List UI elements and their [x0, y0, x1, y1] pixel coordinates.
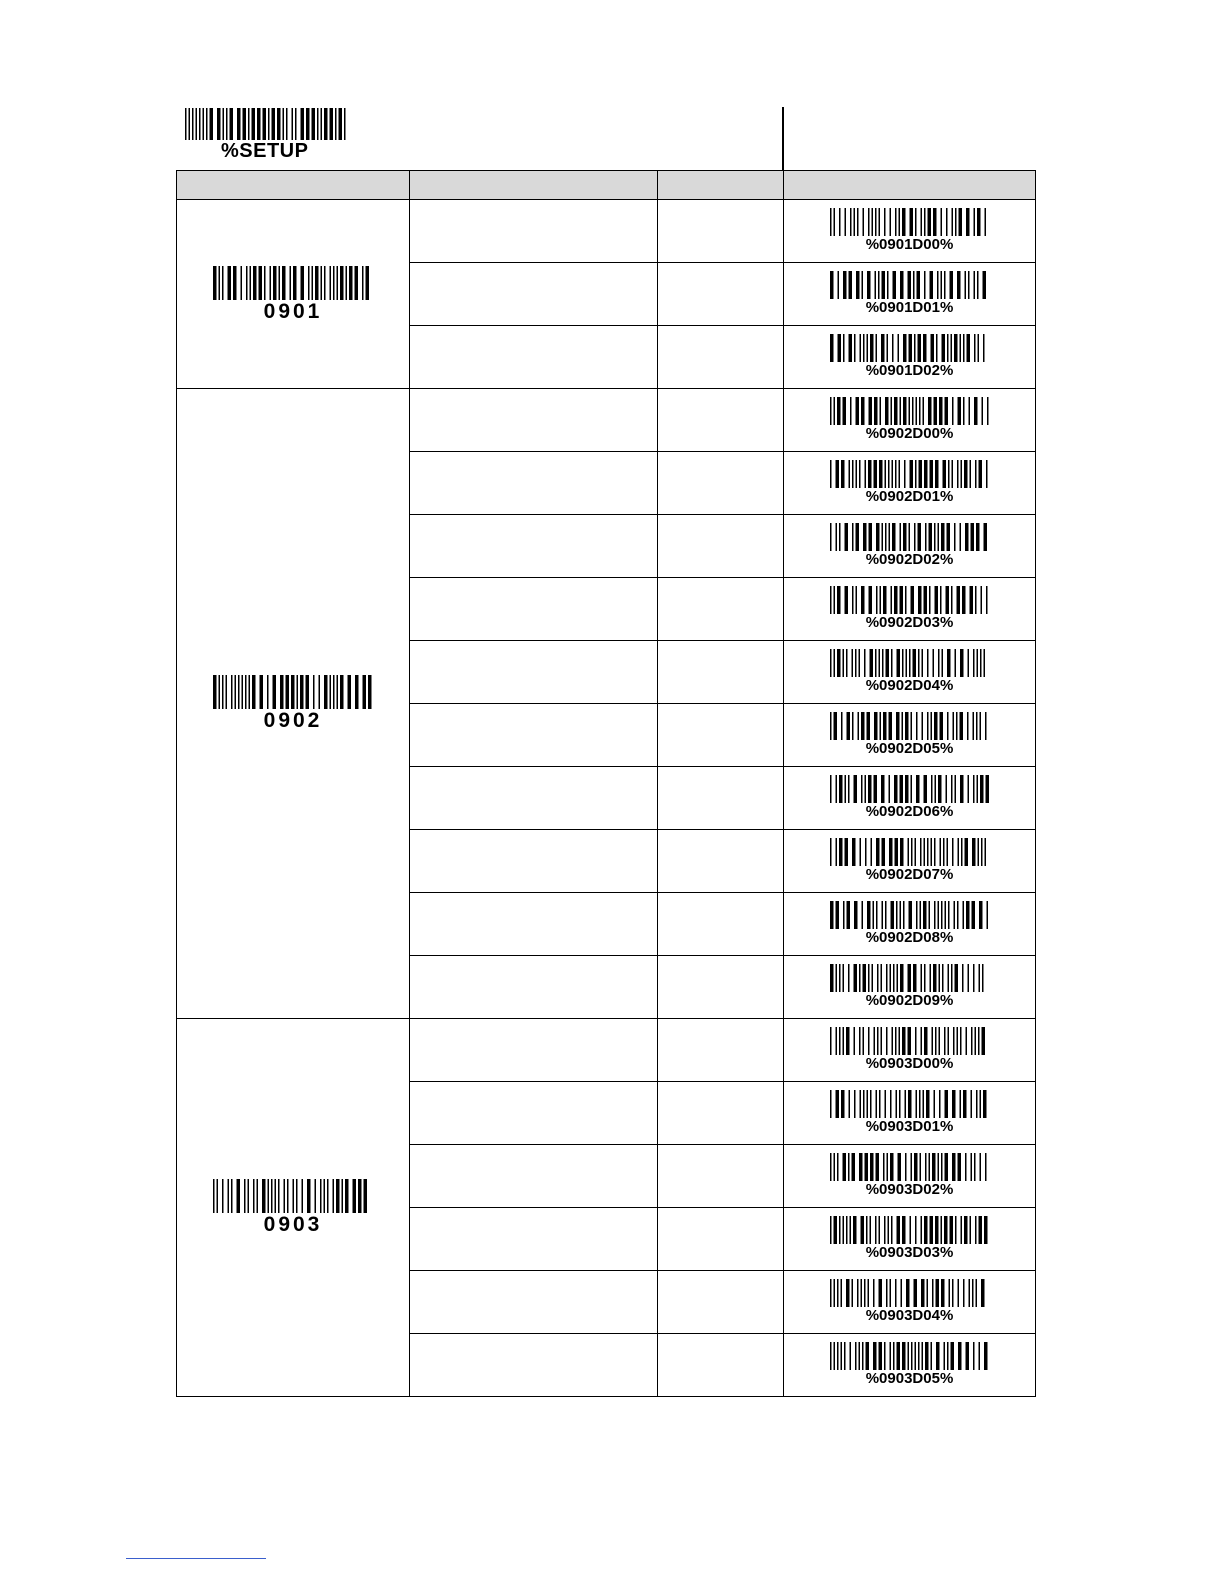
value-cell: [658, 200, 784, 263]
table-header-row: [177, 171, 1036, 200]
barcode-cell: [784, 1208, 1036, 1271]
barcode-icon: [830, 1279, 990, 1307]
option-barcode[interactable]: [830, 775, 990, 819]
table-row: [177, 200, 1036, 263]
setup-barcode: [185, 108, 355, 164]
option-barcode[interactable]: [830, 586, 990, 630]
barcode-label: %0903D03%: [865, 1244, 954, 1261]
value-cell: [658, 1019, 784, 1082]
group-barcode[interactable]: [213, 1179, 373, 1235]
barcode-label: %0902D04%: [865, 677, 954, 694]
barcode-label: %0902D03%: [865, 614, 954, 631]
description-cell: [410, 515, 658, 578]
group-barcode[interactable]: [213, 266, 373, 322]
description-cell: [410, 1334, 658, 1397]
barcode-cell: [784, 641, 1036, 704]
barcode-icon: [830, 712, 990, 740]
table-header: [177, 171, 410, 200]
barcode-label: %0902D00%: [865, 425, 954, 442]
barcode-label: %0902D09%: [865, 992, 954, 1009]
barcode-label: %0903D01%: [865, 1118, 954, 1135]
table-body: [177, 200, 1036, 1397]
group-code-cell: [177, 1019, 410, 1397]
barcode-cell: [784, 830, 1036, 893]
option-barcode[interactable]: [830, 901, 990, 945]
group-code-label: 0903: [263, 1213, 323, 1236]
value-cell: [658, 389, 784, 452]
barcode-icon: [830, 586, 990, 614]
barcode-icon: [830, 460, 990, 488]
option-barcode[interactable]: [830, 523, 990, 567]
barcode-cell: [784, 893, 1036, 956]
barcode-cell: [784, 1082, 1036, 1145]
value-cell: [658, 893, 784, 956]
option-barcode[interactable]: [830, 208, 990, 252]
group-code-label: 0902: [263, 709, 323, 732]
barcode-cell: [784, 389, 1036, 452]
barcode-label: %0903D05%: [865, 1370, 954, 1387]
value-cell: [658, 578, 784, 641]
value-cell: [658, 326, 784, 389]
barcode-icon: [830, 1216, 990, 1244]
barcode-label: %0902D05%: [865, 740, 954, 757]
barcode-cell: [784, 956, 1036, 1019]
setup-label: %SETUP: [221, 140, 309, 162]
barcode-icon: [830, 775, 990, 803]
barcode-icon: [830, 1090, 990, 1118]
barcode-cell: [784, 1334, 1036, 1397]
barcode-label: %0902D01%: [865, 488, 954, 505]
barcode-icon: [830, 334, 990, 362]
description-cell: [410, 1145, 658, 1208]
barcode-icon: [830, 1027, 990, 1055]
value-cell: [658, 1145, 784, 1208]
barcode-label: %0901D00%: [865, 236, 954, 253]
barcode-label: %0902D07%: [865, 866, 954, 883]
description-cell: [410, 893, 658, 956]
group-code-cell: [177, 200, 410, 389]
value-cell: [658, 1271, 784, 1334]
description-cell: [410, 641, 658, 704]
option-barcode[interactable]: [830, 1153, 990, 1197]
value-cell: [658, 1208, 784, 1271]
value-cell: [658, 704, 784, 767]
option-barcode[interactable]: [830, 1342, 990, 1386]
description-cell: [410, 263, 658, 326]
option-barcode[interactable]: [830, 271, 990, 315]
barcode-cell: [784, 704, 1036, 767]
description-cell: [410, 1208, 658, 1271]
barcode-icon: [830, 649, 990, 677]
table-header: [784, 171, 1036, 200]
value-cell: [658, 767, 784, 830]
description-cell: [410, 389, 658, 452]
option-barcode[interactable]: [830, 1216, 990, 1260]
barcode-table: [176, 170, 1035, 1397]
description-cell: [410, 1019, 658, 1082]
barcode-cell: [784, 326, 1036, 389]
group-code-cell: [177, 389, 410, 1019]
value-cell: [658, 263, 784, 326]
table-row: [177, 389, 1036, 452]
value-cell: [658, 1334, 784, 1397]
option-barcode[interactable]: [830, 397, 990, 441]
description-cell: [410, 704, 658, 767]
barcode-label: %0902D02%: [865, 551, 954, 568]
barcode-icon: [830, 964, 990, 992]
description-cell: [410, 767, 658, 830]
barcode-icon: [830, 1342, 990, 1370]
description-cell: [410, 452, 658, 515]
barcode-label: %0903D04%: [865, 1307, 954, 1324]
value-cell: [658, 452, 784, 515]
barcode-cell: [784, 263, 1036, 326]
option-barcode[interactable]: [830, 334, 990, 378]
barcode-icon: [213, 1179, 373, 1213]
barcode-label: %0901D01%: [865, 299, 954, 316]
option-barcode[interactable]: [830, 964, 990, 1008]
group-barcode[interactable]: [213, 675, 373, 731]
barcode-cell: [784, 452, 1036, 515]
barcode-icon: [830, 901, 990, 929]
barcode-cell: [784, 1271, 1036, 1334]
barcode-icon: [830, 271, 990, 299]
footer-link-underline: [126, 1558, 266, 1559]
option-barcode[interactable]: [830, 838, 990, 882]
value-cell: [658, 830, 784, 893]
option-barcode[interactable]: [830, 712, 990, 756]
group-code-label: 0901: [263, 299, 323, 323]
barcode-icon: [213, 266, 373, 300]
barcode-label: %0903D00%: [865, 1055, 954, 1072]
description-cell: [410, 200, 658, 263]
option-barcode[interactable]: [830, 1090, 990, 1134]
barcode-label: %0901D02%: [865, 362, 954, 379]
description-cell: [410, 326, 658, 389]
value-cell: [658, 956, 784, 1019]
barcode-icon: [830, 523, 990, 551]
option-barcode[interactable]: [830, 649, 990, 693]
barcode-cell: [784, 515, 1036, 578]
barcode-label: %0902D06%: [865, 803, 954, 820]
description-cell: [410, 1082, 658, 1145]
barcode-cell: [784, 578, 1036, 641]
barcode-icon: [830, 397, 990, 425]
value-cell: [658, 515, 784, 578]
barcode-label: %0903D02%: [865, 1181, 954, 1198]
table-header: [410, 171, 658, 200]
barcode-icon: [185, 108, 348, 140]
barcode-cell: [784, 1145, 1036, 1208]
value-cell: [658, 1082, 784, 1145]
barcode-label: %0902D08%: [865, 929, 954, 946]
description-cell: [410, 956, 658, 1019]
barcode-icon: [830, 208, 990, 236]
option-barcode[interactable]: [830, 460, 990, 504]
description-cell: [410, 830, 658, 893]
description-cell: [410, 1271, 658, 1334]
column-divider: [782, 107, 784, 170]
option-barcode[interactable]: [830, 1027, 990, 1071]
barcode-icon: [830, 1153, 990, 1181]
table-row: [177, 1019, 1036, 1082]
description-cell: [410, 578, 658, 641]
value-cell: [658, 641, 784, 704]
option-barcode[interactable]: [830, 1279, 990, 1323]
barcode-cell: [784, 200, 1036, 263]
barcode-cell: [784, 767, 1036, 830]
barcode-icon: [830, 838, 990, 866]
barcode-icon: [213, 675, 373, 709]
barcode-cell: [784, 1019, 1036, 1082]
table-header: [658, 171, 784, 200]
